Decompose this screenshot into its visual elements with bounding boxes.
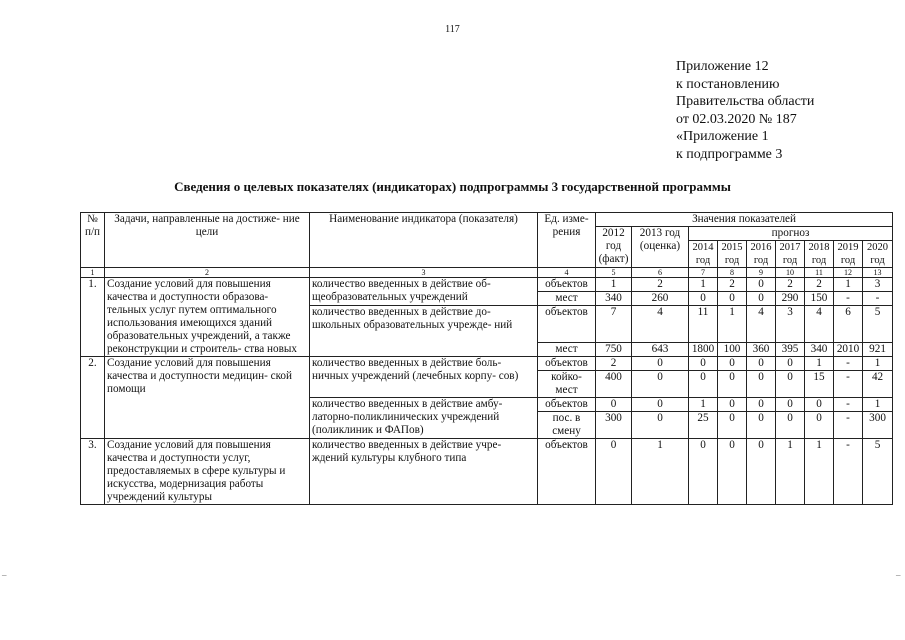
appendix-line: к постановлению <box>676 76 780 92</box>
value-cell: 0 <box>596 398 632 412</box>
value-cell: 395 <box>776 343 805 357</box>
appendix-line: Правительства области <box>676 94 815 109</box>
value-cell: 42 <box>863 371 893 398</box>
value-cell: 1 <box>776 439 805 505</box>
header-year: 2018 год <box>805 241 834 268</box>
value-cell: 7 <box>596 306 632 343</box>
appendix-line: к подпрограмме 3 <box>676 146 783 162</box>
header-year: 2017 год <box>776 241 805 268</box>
value-cell: 400 <box>596 371 632 398</box>
value-cell: 643 <box>632 343 689 357</box>
value-cell: 0 <box>776 357 805 371</box>
appendix-block <box>676 58 814 163</box>
value-cell: 0 <box>747 357 776 371</box>
indicators-table <box>80 212 893 505</box>
value-cell: 300 <box>596 412 632 439</box>
value-cell: 0 <box>632 371 689 398</box>
indicator-name: количество введенных в действие об- щеобразовательных учреждений <box>310 278 538 306</box>
task-cell: Создание условий для повышения качества и доступности медицин- ской помощи <box>105 357 310 439</box>
column-index: 3 <box>310 268 538 278</box>
value-cell: 0 <box>718 357 747 371</box>
unit-cell: объектов <box>538 357 596 371</box>
value-cell: - <box>834 398 863 412</box>
value-cell: 2 <box>718 278 747 292</box>
header-year: 2014 год <box>689 241 718 268</box>
value-cell: 5 <box>863 439 893 505</box>
indicator-name: количество введенных в действие боль- ничных учреждений (лечебных корпу- сов) <box>310 357 538 398</box>
table-row <box>81 439 893 505</box>
task-cell: Создание условий для повышения качества и доступности образова- тельных услуг путем оптимального использования имеющихся зданий образовательных учреждений, а также реконструкции и строитель- ства новых <box>105 278 310 357</box>
value-cell: 15 <box>805 371 834 398</box>
value-cell: 340 <box>596 292 632 306</box>
task-cell: Создание условий для повышения качества и доступности услуг, предоставляемых в сфере культуры и искусства, модернизация работы учреждений культуры <box>105 439 310 505</box>
value-cell: - <box>834 292 863 306</box>
value-cell: 0 <box>689 371 718 398</box>
unit-cell: объектов <box>538 278 596 292</box>
value-cell: 25 <box>689 412 718 439</box>
edge-mark: – <box>2 570 7 580</box>
value-cell: 5 <box>863 306 893 343</box>
value-cell: 1 <box>632 439 689 505</box>
header-year: 2016 год <box>747 241 776 268</box>
header-tasks: Задачи, направленные на достиже- ние цели <box>105 213 310 268</box>
value-cell: 0 <box>776 398 805 412</box>
value-cell: 750 <box>596 343 632 357</box>
indicator-name: количество введенных в действие учре- ждений культуры клубного типа <box>310 439 538 505</box>
value-cell: 4 <box>747 306 776 343</box>
value-cell: 0 <box>718 439 747 505</box>
value-cell: 260 <box>632 292 689 306</box>
unit-cell: мест <box>538 292 596 306</box>
value-cell: 0 <box>776 412 805 439</box>
value-cell: 0 <box>747 278 776 292</box>
row-number: 1. <box>81 278 105 357</box>
value-cell: 3 <box>776 306 805 343</box>
column-index: 11 <box>805 268 834 278</box>
value-cell: 3 <box>863 278 893 292</box>
value-cell: 1 <box>689 278 718 292</box>
value-cell: 300 <box>863 412 893 439</box>
column-index: 5 <box>596 268 632 278</box>
header-forecast: прогноз <box>689 227 893 241</box>
column-index: 10 <box>776 268 805 278</box>
value-cell: - <box>834 412 863 439</box>
value-cell: 2 <box>596 357 632 371</box>
value-cell: 4 <box>632 306 689 343</box>
value-cell: 150 <box>805 292 834 306</box>
value-cell: 0 <box>747 439 776 505</box>
value-cell: 1 <box>834 278 863 292</box>
value-cell: 0 <box>776 371 805 398</box>
table-body <box>81 278 893 505</box>
edge-mark: – <box>896 570 901 580</box>
column-index: 2 <box>105 268 310 278</box>
value-cell: 0 <box>689 439 718 505</box>
header-values: Значения показателей <box>596 213 893 227</box>
unit-cell: мест <box>538 343 596 357</box>
value-cell: 290 <box>776 292 805 306</box>
header-indicator: Наименование индикатора (показателя) <box>310 213 538 268</box>
value-cell: - <box>834 357 863 371</box>
appendix-line: «Приложение 1 <box>676 129 769 144</box>
value-cell: 340 <box>805 343 834 357</box>
value-cell: 1 <box>805 439 834 505</box>
value-cell: 0 <box>747 371 776 398</box>
value-cell: 1 <box>689 398 718 412</box>
column-index: 9 <box>747 268 776 278</box>
value-cell: 11 <box>689 306 718 343</box>
value-cell: 2010 <box>834 343 863 357</box>
value-cell: 1 <box>718 306 747 343</box>
document-title: Сведения о целевых показателях (индикаторах) подпрограммы 3 государственной программы <box>174 179 731 194</box>
value-cell: 0 <box>747 398 776 412</box>
unit-cell: объектов <box>538 306 596 343</box>
value-cell: 0 <box>747 292 776 306</box>
value-cell: 1 <box>863 357 893 371</box>
value-cell: 921 <box>863 343 893 357</box>
column-index: 1 <box>81 268 105 278</box>
header-unit: Ед. изме- рения <box>538 213 596 268</box>
value-cell: 1800 <box>689 343 718 357</box>
value-cell: 0 <box>718 371 747 398</box>
header-year: 2020 год <box>863 241 893 268</box>
value-cell: 0 <box>689 292 718 306</box>
value-cell: 1 <box>863 398 893 412</box>
appendix-line: от 02.03.2020 № 187 <box>676 111 797 127</box>
value-cell: - <box>863 292 893 306</box>
value-cell: 0 <box>805 398 834 412</box>
header-year: 2015 год <box>718 241 747 268</box>
header-year: 2019 год <box>834 241 863 268</box>
unit-cell: койко- мест <box>538 371 596 398</box>
value-cell: 2 <box>805 278 834 292</box>
indicator-name: количество введенных в действие амбу- латорно-поликлинических учреждений (поликлиник и ФАПов) <box>310 398 538 439</box>
header-2013: 2013 год (оценка) <box>632 227 689 268</box>
value-cell: 0 <box>718 412 747 439</box>
value-cell: - <box>834 371 863 398</box>
value-cell: 0 <box>632 398 689 412</box>
row-number: 3. <box>81 439 105 505</box>
value-cell: 2 <box>632 278 689 292</box>
column-index-row <box>81 268 893 278</box>
column-index: 12 <box>834 268 863 278</box>
appendix-line: Приложение 12 <box>676 59 769 74</box>
column-index: 4 <box>538 268 596 278</box>
unit-cell: объектов <box>538 398 596 412</box>
column-index: 8 <box>718 268 747 278</box>
unit-cell: пос. в смену <box>538 412 596 439</box>
column-index: 6 <box>632 268 689 278</box>
header-2012: 2012 год (факт) <box>596 227 632 268</box>
value-cell: 0 <box>718 292 747 306</box>
value-cell: 6 <box>834 306 863 343</box>
value-cell: 0 <box>747 412 776 439</box>
value-cell: 1 <box>805 357 834 371</box>
value-cell: 4 <box>805 306 834 343</box>
table-row <box>81 357 893 371</box>
value-cell: 0 <box>805 412 834 439</box>
row-number: 2. <box>81 357 105 439</box>
value-cell: - <box>834 439 863 505</box>
value-cell: 0 <box>632 357 689 371</box>
column-index: 7 <box>689 268 718 278</box>
value-cell: 360 <box>747 343 776 357</box>
value-cell: 1 <box>596 278 632 292</box>
header-num: № п/п <box>81 213 105 268</box>
value-cell: 0 <box>596 439 632 505</box>
value-cell: 2 <box>776 278 805 292</box>
table-row <box>81 278 893 292</box>
value-cell: 0 <box>718 398 747 412</box>
indicator-name: количество введенных в действие до- школьных образовательных учрежде- ний <box>310 306 538 357</box>
unit-cell: объектов <box>538 439 596 505</box>
value-cell: 0 <box>632 412 689 439</box>
value-cell: 0 <box>689 357 718 371</box>
column-index: 13 <box>863 268 893 278</box>
page-number: 117 <box>445 24 460 35</box>
value-cell: 100 <box>718 343 747 357</box>
